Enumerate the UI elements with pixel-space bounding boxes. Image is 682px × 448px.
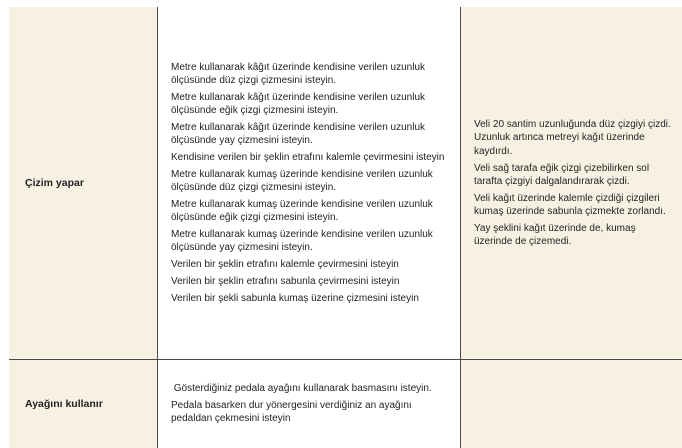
- criteria-cell: [158, 7, 461, 360]
- criteria-item: Gösterdiğiniz pedala ayağını kullanarak basmasını isteyin.: [171, 382, 450, 395]
- skill-label: Çizim yapar: [25, 177, 84, 189]
- observation-cell: [461, 360, 682, 448]
- criteria-cell: [158, 360, 461, 448]
- criteria-item: Metre kullanarak kumaş üzerinde kendisine verilen uzunluk ölçüsünde eğik çizgi çizmesini isteyin.: [171, 198, 450, 225]
- criteria-item: Metre kullanarak kumaş üzerinde kendisine verilen uzunluk ölçüsünde yay çizmesini isteyin.: [171, 228, 450, 255]
- observation-cell: [461, 7, 682, 360]
- criteria-item: Pedala basarken dur yönergesini verdiğiniz an ayağını pedaldan çekmesini isteyin: [171, 399, 450, 426]
- criteria-item: Verilen bir şeklin etrafını kalemle çevirmesini isteyin: [171, 258, 450, 271]
- assessment-table: [9, 7, 682, 448]
- observation-item: Veli kağıt üzerinde kalemle çizdiği çizgileri kumaş üzerinde sabunla çizmekte zorlandı.: [474, 192, 672, 219]
- criteria-item: Verilen bir şekli sabunla kumaş üzerine çizmesini isteyin: [171, 292, 450, 305]
- criteria-item: Metre kullanarak kâğıt üzerinde kendisine verilen uzunluk ölçüsünde yay çizmesini isteyin.: [171, 121, 450, 148]
- skill-cell: [9, 7, 158, 360]
- table-row: [9, 360, 682, 448]
- criteria-item: Metre kullanarak kâğıt üzerinde kendisine verilen uzunluk ölçüsünde düz çizgi çizmesini isteyin.: [171, 61, 450, 88]
- skill-label: Ayağını kullanır: [25, 398, 103, 410]
- observation-item: Veli sağ tarafa eğik çizgi çizebilirken sol tarafta çizgiyi dalgalandırarak çizdi.: [474, 162, 672, 189]
- table-row: [9, 7, 682, 360]
- criteria-item: Metre kullanarak kâğıt üzerinde kendisine verilen uzunluk ölçüsünde eğik çizgi çizmesini isteyin.: [171, 91, 450, 118]
- criteria-item: Kendisine verilen bir şeklin etrafını kalemle çevirmesini isteyin: [171, 151, 450, 164]
- skill-cell: [9, 360, 158, 448]
- observation-item: Veli 20 santim uzunluğunda düz çizgiyi çizdi. Uzunluk artınca metreyi kağıt üzerinde kaydırdı.: [474, 118, 672, 158]
- observation-item: Yay şeklini kağıt üzerinde de, kumaş üzerinde de çizemedi.: [474, 222, 672, 249]
- criteria-item: Metre kullanarak kumaş üzerinde kendisine verilen uzunluk ölçüsünde düz çizgi çizmesini isteyin.: [171, 168, 450, 195]
- criteria-item: Verilen bir şeklin etrafını sabunla çevirmesini isteyin: [171, 275, 450, 288]
